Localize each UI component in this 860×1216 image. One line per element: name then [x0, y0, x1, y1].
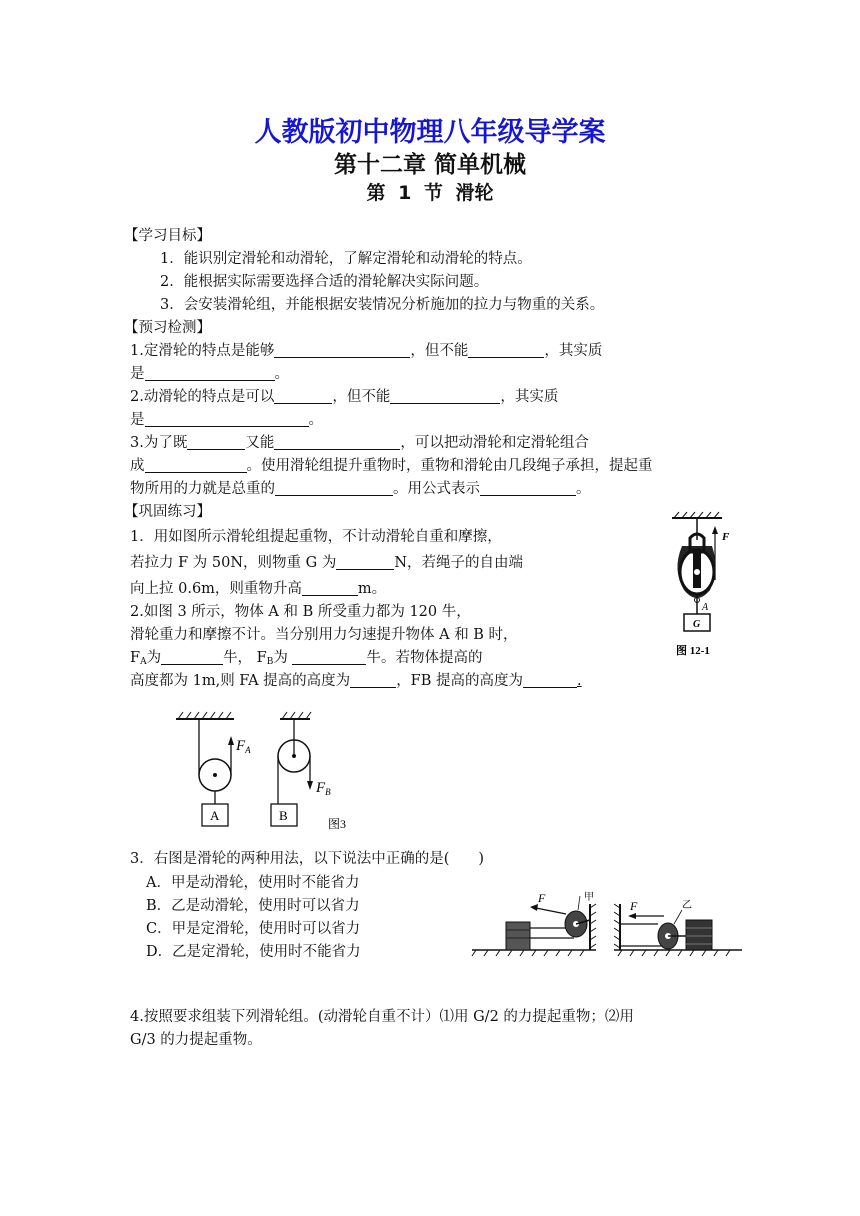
blank[interactable] — [292, 648, 366, 665]
force-label: F — [630, 899, 638, 913]
page-title: 人教版初中物理八年级导学案 — [254, 117, 606, 148]
practice-q1-line1: 1．用如图所示滑轮组提起重物，不计动滑轮自重和摩擦， — [130, 529, 502, 545]
chapter-title: 第十二章 简单机械 — [333, 152, 526, 178]
blank[interactable] — [161, 648, 223, 665]
blank[interactable] — [274, 433, 400, 450]
figure-caption: 图 12-1 — [676, 645, 710, 657]
force-a-label: $F_A$ — [236, 738, 251, 755]
section-title: 第 1 节 滑轮 — [366, 182, 494, 204]
object-a-label: A — [210, 808, 220, 823]
practice-q1-line2: 若拉力 F 为 50N，则物重 G 为 N，若绳子的自由端 — [130, 555, 524, 571]
preview-q1-line1: 1.定滑轮的特点是能够 ，但不能 ，其实质 — [130, 343, 603, 359]
blank[interactable] — [390, 387, 500, 404]
blank[interactable] — [350, 671, 396, 688]
blank[interactable] — [145, 456, 247, 473]
force-label: F — [722, 531, 730, 543]
option-b: B．乙是动滑轮，使用时可以省力 — [146, 898, 360, 914]
practice-heading: 【巩固练习】 — [124, 504, 211, 520]
practice-q1-line3: 向上拉 0.6m，则重物升高 m。 — [130, 581, 387, 597]
preview-q3-line2: 成 。使用滑轮组提升重物时，重物和滑轮由几段绳子承担，提起重 — [130, 458, 653, 474]
goals-heading: 【学习目标】 — [124, 228, 211, 244]
preview-q3-line3: 物所用的力就是总重的 。用公式表示 。 — [130, 481, 591, 497]
preview-q1-line2: 是 。 — [130, 366, 289, 382]
weight-label: G — [693, 619, 701, 630]
blank[interactable] — [274, 341, 410, 358]
preview-heading: 【预习检测】 — [124, 320, 211, 336]
practice-q3: 3．右图是滑轮的两种用法，以下说法中正确的是( ) — [130, 851, 485, 867]
figure-caption: 图3 — [328, 817, 347, 831]
blank[interactable] — [145, 364, 275, 381]
figure-3 — [170, 708, 360, 838]
blank[interactable] — [468, 341, 544, 358]
blank[interactable] — [274, 387, 332, 404]
blank[interactable] — [275, 479, 393, 496]
blank[interactable] — [187, 433, 245, 450]
blank[interactable] — [145, 410, 309, 427]
figure-jia-yi — [468, 858, 748, 958]
practice-q2-line2: 滑轮重力和摩擦不计。当分别用力匀速提升物体 A 和 B 时， — [130, 627, 518, 643]
goal-item: 1．能识别定滑轮和动滑轮，了解定滑轮和动滑轮的特点。 — [160, 251, 532, 267]
point-a-label: A — [702, 602, 709, 613]
label-yi: 乙 — [682, 900, 692, 911]
goal-item: 2．能根据实际需要选择合适的滑轮解决实际问题。 — [160, 274, 489, 290]
option-d: D．乙是定滑轮，使用时不能省力 — [146, 944, 361, 960]
practice-q4-line1: 4.按照要求组装下列滑轮组。(动滑轮自重不计）⑴用 G/2 的力提起重物；⑵用 — [130, 1009, 634, 1025]
option-a: A．甲是动滑轮，使用时不能省力 — [146, 875, 360, 891]
object-b-label: B — [279, 808, 288, 823]
blank[interactable] — [480, 479, 576, 496]
goal-item: 3．会安装滑轮组，并能根据安装情况分析施加的拉力与物重的关系。 — [160, 297, 605, 313]
blank[interactable] — [523, 671, 577, 688]
preview-q3-line1: 3.为了既 又能 ，可以把动滑轮和定滑轮组合 — [130, 435, 589, 451]
blank[interactable] — [336, 553, 394, 570]
preview-q2-line1: 2.动滑轮的特点是可以 ，但不能 ，其实质 — [130, 389, 559, 405]
force-label: F — [538, 891, 546, 905]
practice-q2-line3: $F_A$为 牛， $F_B$为 牛。若物体提高的 — [130, 650, 483, 667]
blank[interactable] — [302, 579, 358, 596]
force-b-label: $F_B$ — [316, 780, 331, 797]
practice-q2-line1: 2.如图 3 所示，物体 A 和 B 所受重力都为 120 牛， — [130, 604, 471, 620]
practice-q4-line2: G/3 的力提起重物。 — [130, 1032, 262, 1048]
figure-12-1 — [660, 510, 760, 660]
label-jia: 甲 — [584, 892, 594, 903]
preview-q2-line2: 是 。 — [130, 412, 323, 428]
practice-q2-line4: 高度都为 1m,则 FA 提高的高度为 ，FB 提高的高度为 . — [130, 673, 582, 689]
option-c: C．甲是定滑轮，使用时可以省力 — [146, 921, 361, 937]
